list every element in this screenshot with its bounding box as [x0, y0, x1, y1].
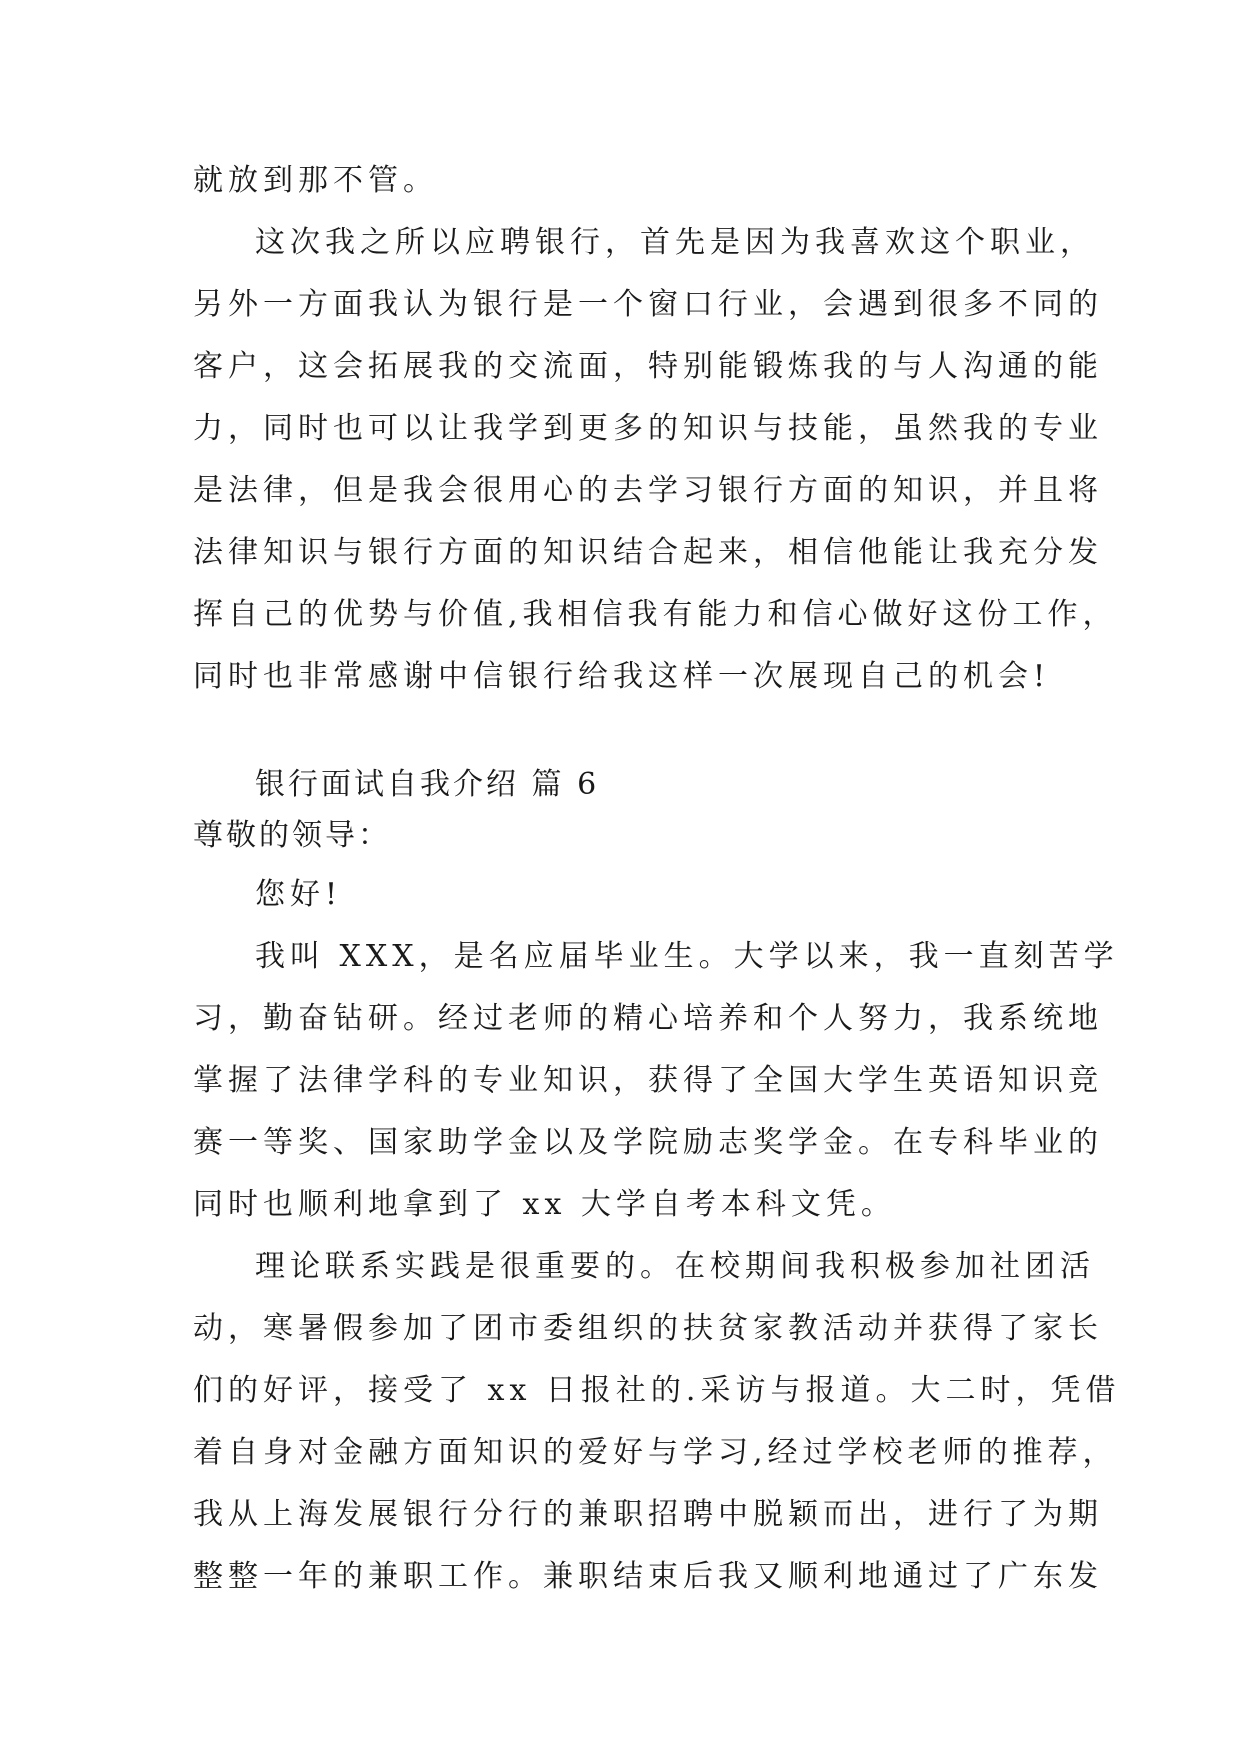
text-line: 理论联系实践是很重要的。在校期间我积极参加社团活: [255, 1249, 1095, 1284]
text-line: 力，同时也可以让我学到更多的知识与技能，虽然我的专业: [193, 411, 1103, 446]
text-line: 挥自己的优势与价值,我相信我有能力和信心做好这份工作，: [193, 597, 1118, 632]
text-line: 是法律，但是我会很用心的去学习银行方面的知识，并且将: [193, 473, 1103, 508]
document-page: [193, 150, 1121, 1608]
text-line: 我从上海发展银行分行的兼职招聘中脱颖而出，进行了为期: [193, 1497, 1103, 1532]
text-line: 就放到那不管。: [193, 163, 438, 198]
text-line: 另外一方面我认为银行是一个窗口行业，会遇到很多不同的: [193, 287, 1103, 322]
section-spacer: [193, 708, 1055, 762]
salutation: 尊敬的领导：: [193, 818, 391, 853]
text-line: 习，勤奋钻研。经过老师的精心培养和个人努力，我系统地: [193, 1001, 1103, 1036]
paragraph-application-reason: [193, 212, 1118, 708]
text-line: 赛一等奖、国家助学金以及学院励志奖学金。在专科毕业的: [193, 1125, 1103, 1160]
paragraph-practice: [193, 1236, 1121, 1608]
text-line: 们的好评，接受了 xx 日报社的.采访与报道。大二时，凭借: [193, 1373, 1121, 1408]
text-line: 掌握了法律学科的专业知识，获得了全国大学生英语知识竞: [193, 1063, 1103, 1098]
text-line: 同时也顺利地拿到了 xx 大学自考本科文凭。: [193, 1187, 896, 1222]
text-line: 法律知识与银行方面的知识结合起来，相信他能让我充分发: [193, 535, 1103, 570]
text-line: 着自身对金融方面知识的爱好与学习,经过学校老师的推荐，: [193, 1435, 1118, 1470]
paragraph-introduction: [193, 926, 1119, 1236]
paragraph-continuation: [193, 150, 1055, 212]
text-line: 客户，这会拓展我的交流面，特别能锻炼我的与人沟通的能: [193, 349, 1103, 384]
text-line: 我叫 XXX，是名应届毕业生。大学以来，我一直刻苦学: [255, 939, 1119, 974]
text-line: 整整一年的兼职工作。兼职结束后我又顺利地通过了广东发: [193, 1559, 1103, 1594]
text-line: 同时也非常感谢中信银行给我这样一次展现自己的机会!: [193, 659, 1051, 694]
text-line: 动，寒暑假参加了团市委组织的扶贫家教活动并获得了家长: [193, 1311, 1103, 1346]
greeting: 您好!: [255, 877, 343, 912]
text-line: 这次我之所以应聘银行，首先是因为我喜欢这个职业，: [255, 225, 1095, 260]
section-heading: 银行面试自我介绍 篇 6: [255, 767, 600, 802]
